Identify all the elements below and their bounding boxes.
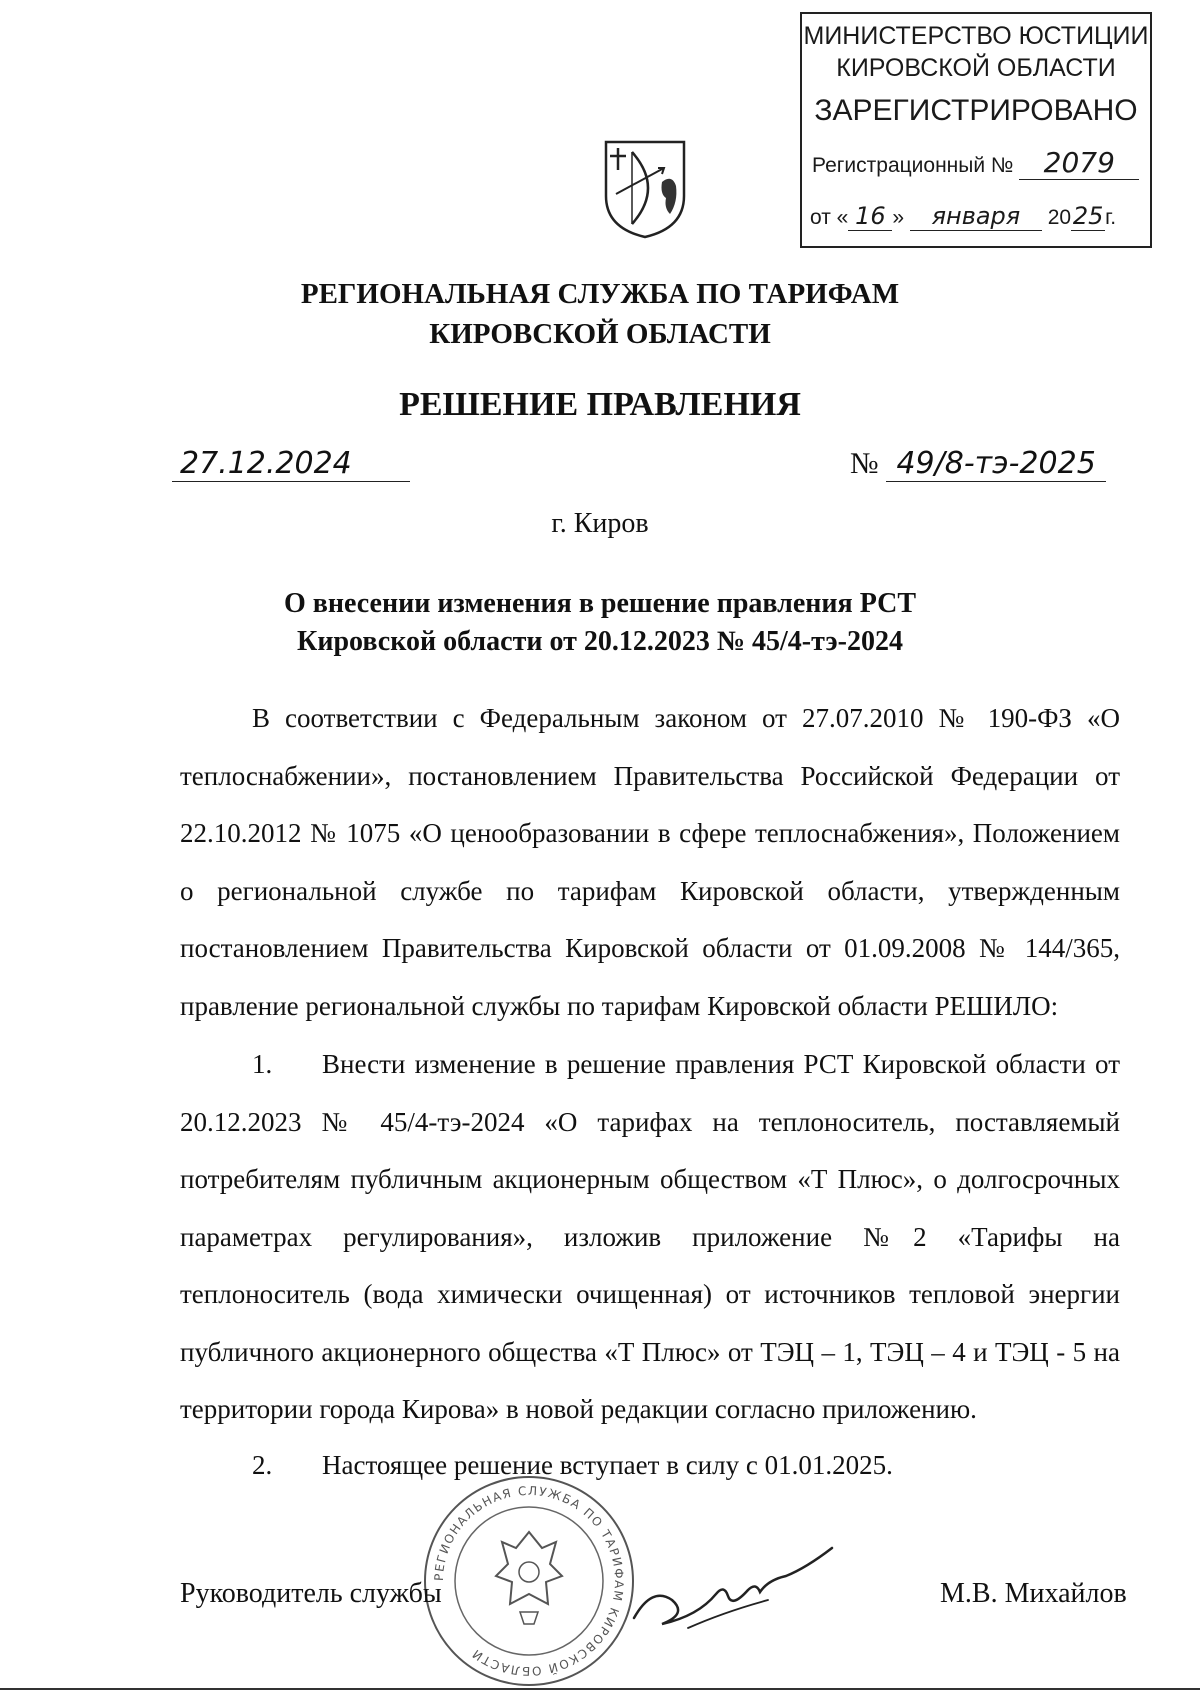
- item-1-number: 1.: [252, 1049, 273, 1079]
- item-1-text: Внести изменение в решение правления РСТ Кировской области от 20.12.2023 № 45/4-тэ-2024 «О тарифах на теплоноситель, поставляемый потребителям публичным акционерным обществом «Т Плюс», о долгосрочных параметрах регулирования», изложив приложение №2 «Тарифы на теплоноситель (вода химически очищенная) от источников тепловой энергии публичного акционерного общества «Т Плюс» от ТЭЦ – 1, ТЭЦ – 4 и ТЭЦ - 5 на территории города Кирова» в новой редакции согласно приложению.: [180, 1049, 1120, 1424]
- signatory-position: Руководитель службы: [180, 1578, 442, 1609]
- handwritten-signature-icon: [628, 1540, 838, 1640]
- stamp-date-year: 25: [1072, 202, 1104, 230]
- stamp-region: КИРОВСКОЙ ОБЛАСТИ: [836, 54, 1116, 82]
- stamp-date-suffix: г.: [1105, 206, 1117, 229]
- registration-stamp: [800, 12, 1152, 248]
- seal-text: РЕГИОНАЛЬНАЯ СЛУЖБА ПО ТАРИФАМ КИРОВСКОЙ ОБЛАСТИ: [431, 1483, 627, 1679]
- official-seal-icon: [420, 1472, 638, 1690]
- document-type: РЕШЕНИЕ ПРАВЛЕНИЯ: [399, 386, 801, 423]
- decision-date: 27.12.2024: [172, 446, 410, 482]
- svg-text:РЕГИОНАЛЬНАЯ СЛУЖБА ПО ТАРИФАМ: [432, 1484, 626, 1678]
- city: г. Киров: [551, 508, 649, 539]
- decision-number: 49/8-тэ-2025: [886, 446, 1106, 482]
- stamp-date-mid: »: [892, 206, 905, 229]
- stamp-reg-row: [812, 146, 1139, 180]
- stamp-reg-label: Регистрационный №: [812, 154, 1014, 177]
- stamp-date-year-prefix: 20: [1047, 206, 1072, 229]
- decision-number-label: №: [850, 447, 879, 480]
- item-1-paragraph: [180, 1036, 1120, 1439]
- stamp-date-month: января: [910, 202, 1042, 231]
- stamp-date-prefix: от «: [810, 206, 849, 229]
- stamp-date-day: 16: [848, 202, 892, 231]
- item-2-paragraph: [180, 1437, 1120, 1495]
- coat-of-arms-icon: [602, 138, 688, 240]
- preamble-paragraph: [180, 690, 1120, 1035]
- decision-number-row: [850, 446, 1106, 482]
- stamp-registered: ЗАРЕГИСТРИРОВАНО: [814, 94, 1138, 127]
- item-2-number: 2.: [252, 1450, 273, 1480]
- item-2-text: Настоящее решение вступает в силу с 01.01.2025.: [322, 1450, 893, 1480]
- signatory-name: М.В. Михайлов: [940, 1578, 1127, 1609]
- preamble-text: В соответствии с Федеральным законом от 27.07.2010 № 190-ФЗ «О теплоснабжении», постановлением Правительства Российской Федерации от 22.10.2012 № 1075 «О ценообразовании в сфере теплоснабжения», Положением о региональной службе по тарифам Кировской области, утвержденным постановлением Правительства Кировской области от 01.09.2008 № 144/365, правление региональной службы по тарифам Кировской области РЕШИЛО:: [180, 703, 1120, 1021]
- stamp-reg-number: 2079: [1019, 146, 1139, 180]
- org-name-line2: КИРОВСКОЙ ОБЛАСТИ: [429, 318, 771, 350]
- decision-title-line1: О внесении изменения в решение правления РСТ: [283, 588, 917, 619]
- decision-title-line2: Кировской области от 20.12.2023 № 45/4-тэ-2024: [297, 626, 903, 657]
- page-bottom-edge: [0, 1688, 1200, 1690]
- org-name-line1: РЕГИОНАЛЬНАЯ СЛУЖБА ПО ТАРИФАМ: [300, 278, 900, 310]
- stamp-date-row: [810, 202, 1116, 231]
- stamp-ministry: МИНИСТЕРСТВО ЮСТИЦИИ: [803, 22, 1149, 50]
